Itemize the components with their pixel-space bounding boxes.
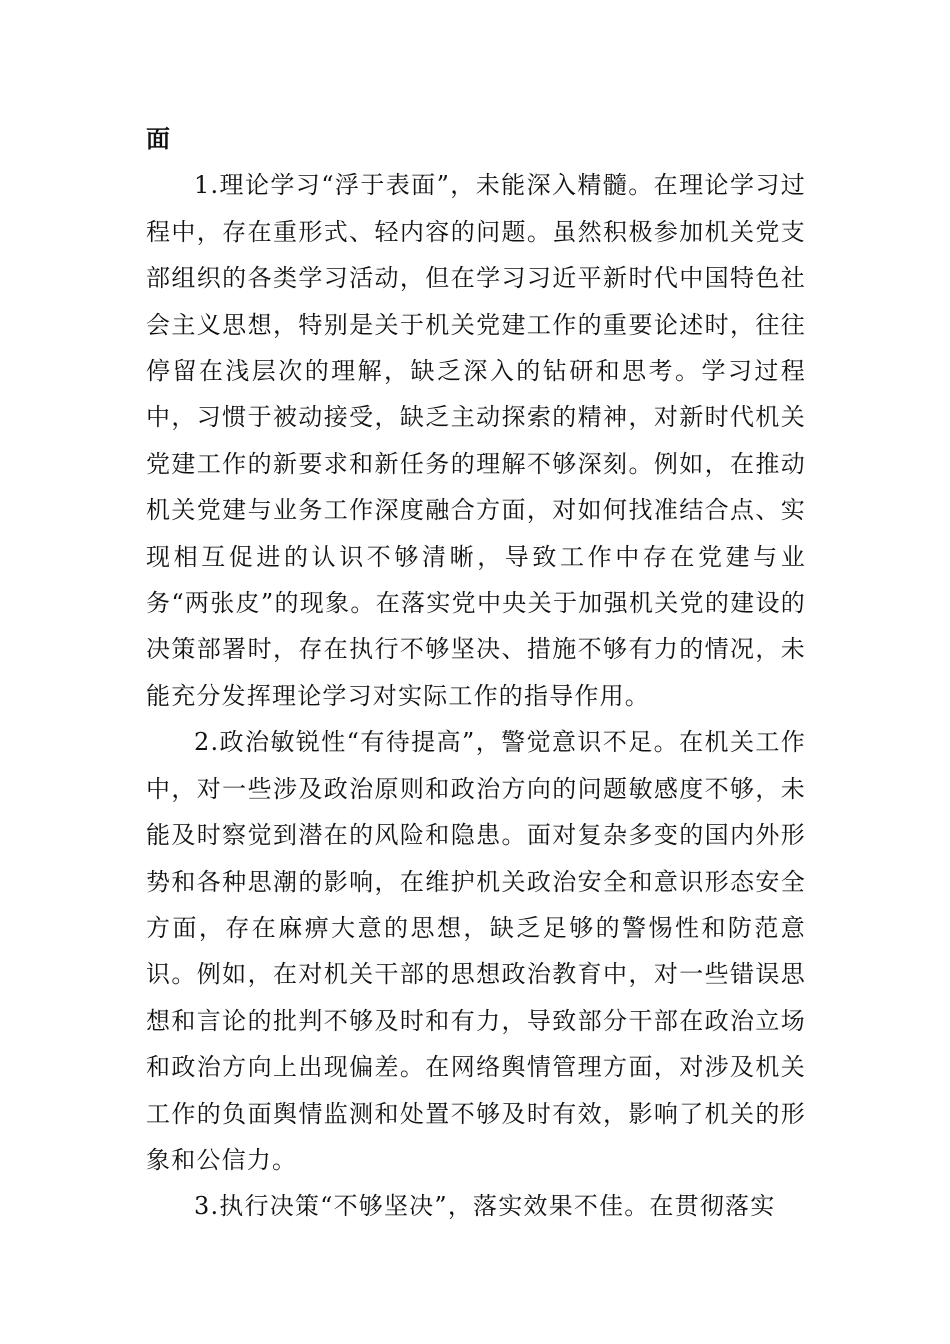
paragraph-1: 1.理论学习“浮于表面”，未能深入精髓。在理论学习过程中，存在重形式、轻内容的问题。虽然积极参加机关党支部组织的各类学习活动，但在学习习近平新时代中国特色社会主义思想，特别是关于机关党建工作的重要论述时，往往停留在浅层次的理解，缺乏深入的钻研和思考。学习过程中，习惯于被动接受，缺乏主动探索的精神，对新时代机关党建工作的新要求和新任务的理解不够深刻。例如，在推动机关党建与业务工作深度融合方面，对如何找准结合点、实现相互促进的认识不够清晰，导致工作中存在党建与业务“两张皮”的现象。在落实党中央关于加强机关党的建设的决策部署时，存在执行不够坚决、措施不够有力的情况，未能充分发挥理论学习对实际工作的指导作用。	[146, 171, 806, 710]
document-body	[146, 116, 806, 1230]
paragraph-3: 3.执行决策“不够坚决”，落实效果不佳。在贯彻落实	[194, 1192, 776, 1221]
paragraph-2: 2.政治敏锐性“有待提高”，警觉意识不足。在机关工作中，对一些涉及政治原则和政治方向的问题敏感度不够，未能及时察觉到潜在的风险和隐患。面对复杂多变的国内外形势和各种思潮的影响，在维护机关政治安全和意识形态安全方面，存在麻痹大意的思想，缺乏足够的警惕性和防范意识。例如，在对机关干部的思想政治教育中，对一些错误思想和言论的批判不够及时和有力，导致部分干部在政治立场和政治方向上出现偏差。在网络舆情管理方面，对涉及机关工作的负面舆情监测和处置不够及时有效，影响了机关的形象和公信力。	[146, 728, 806, 1174]
heading-fragment: 面	[146, 124, 172, 153]
